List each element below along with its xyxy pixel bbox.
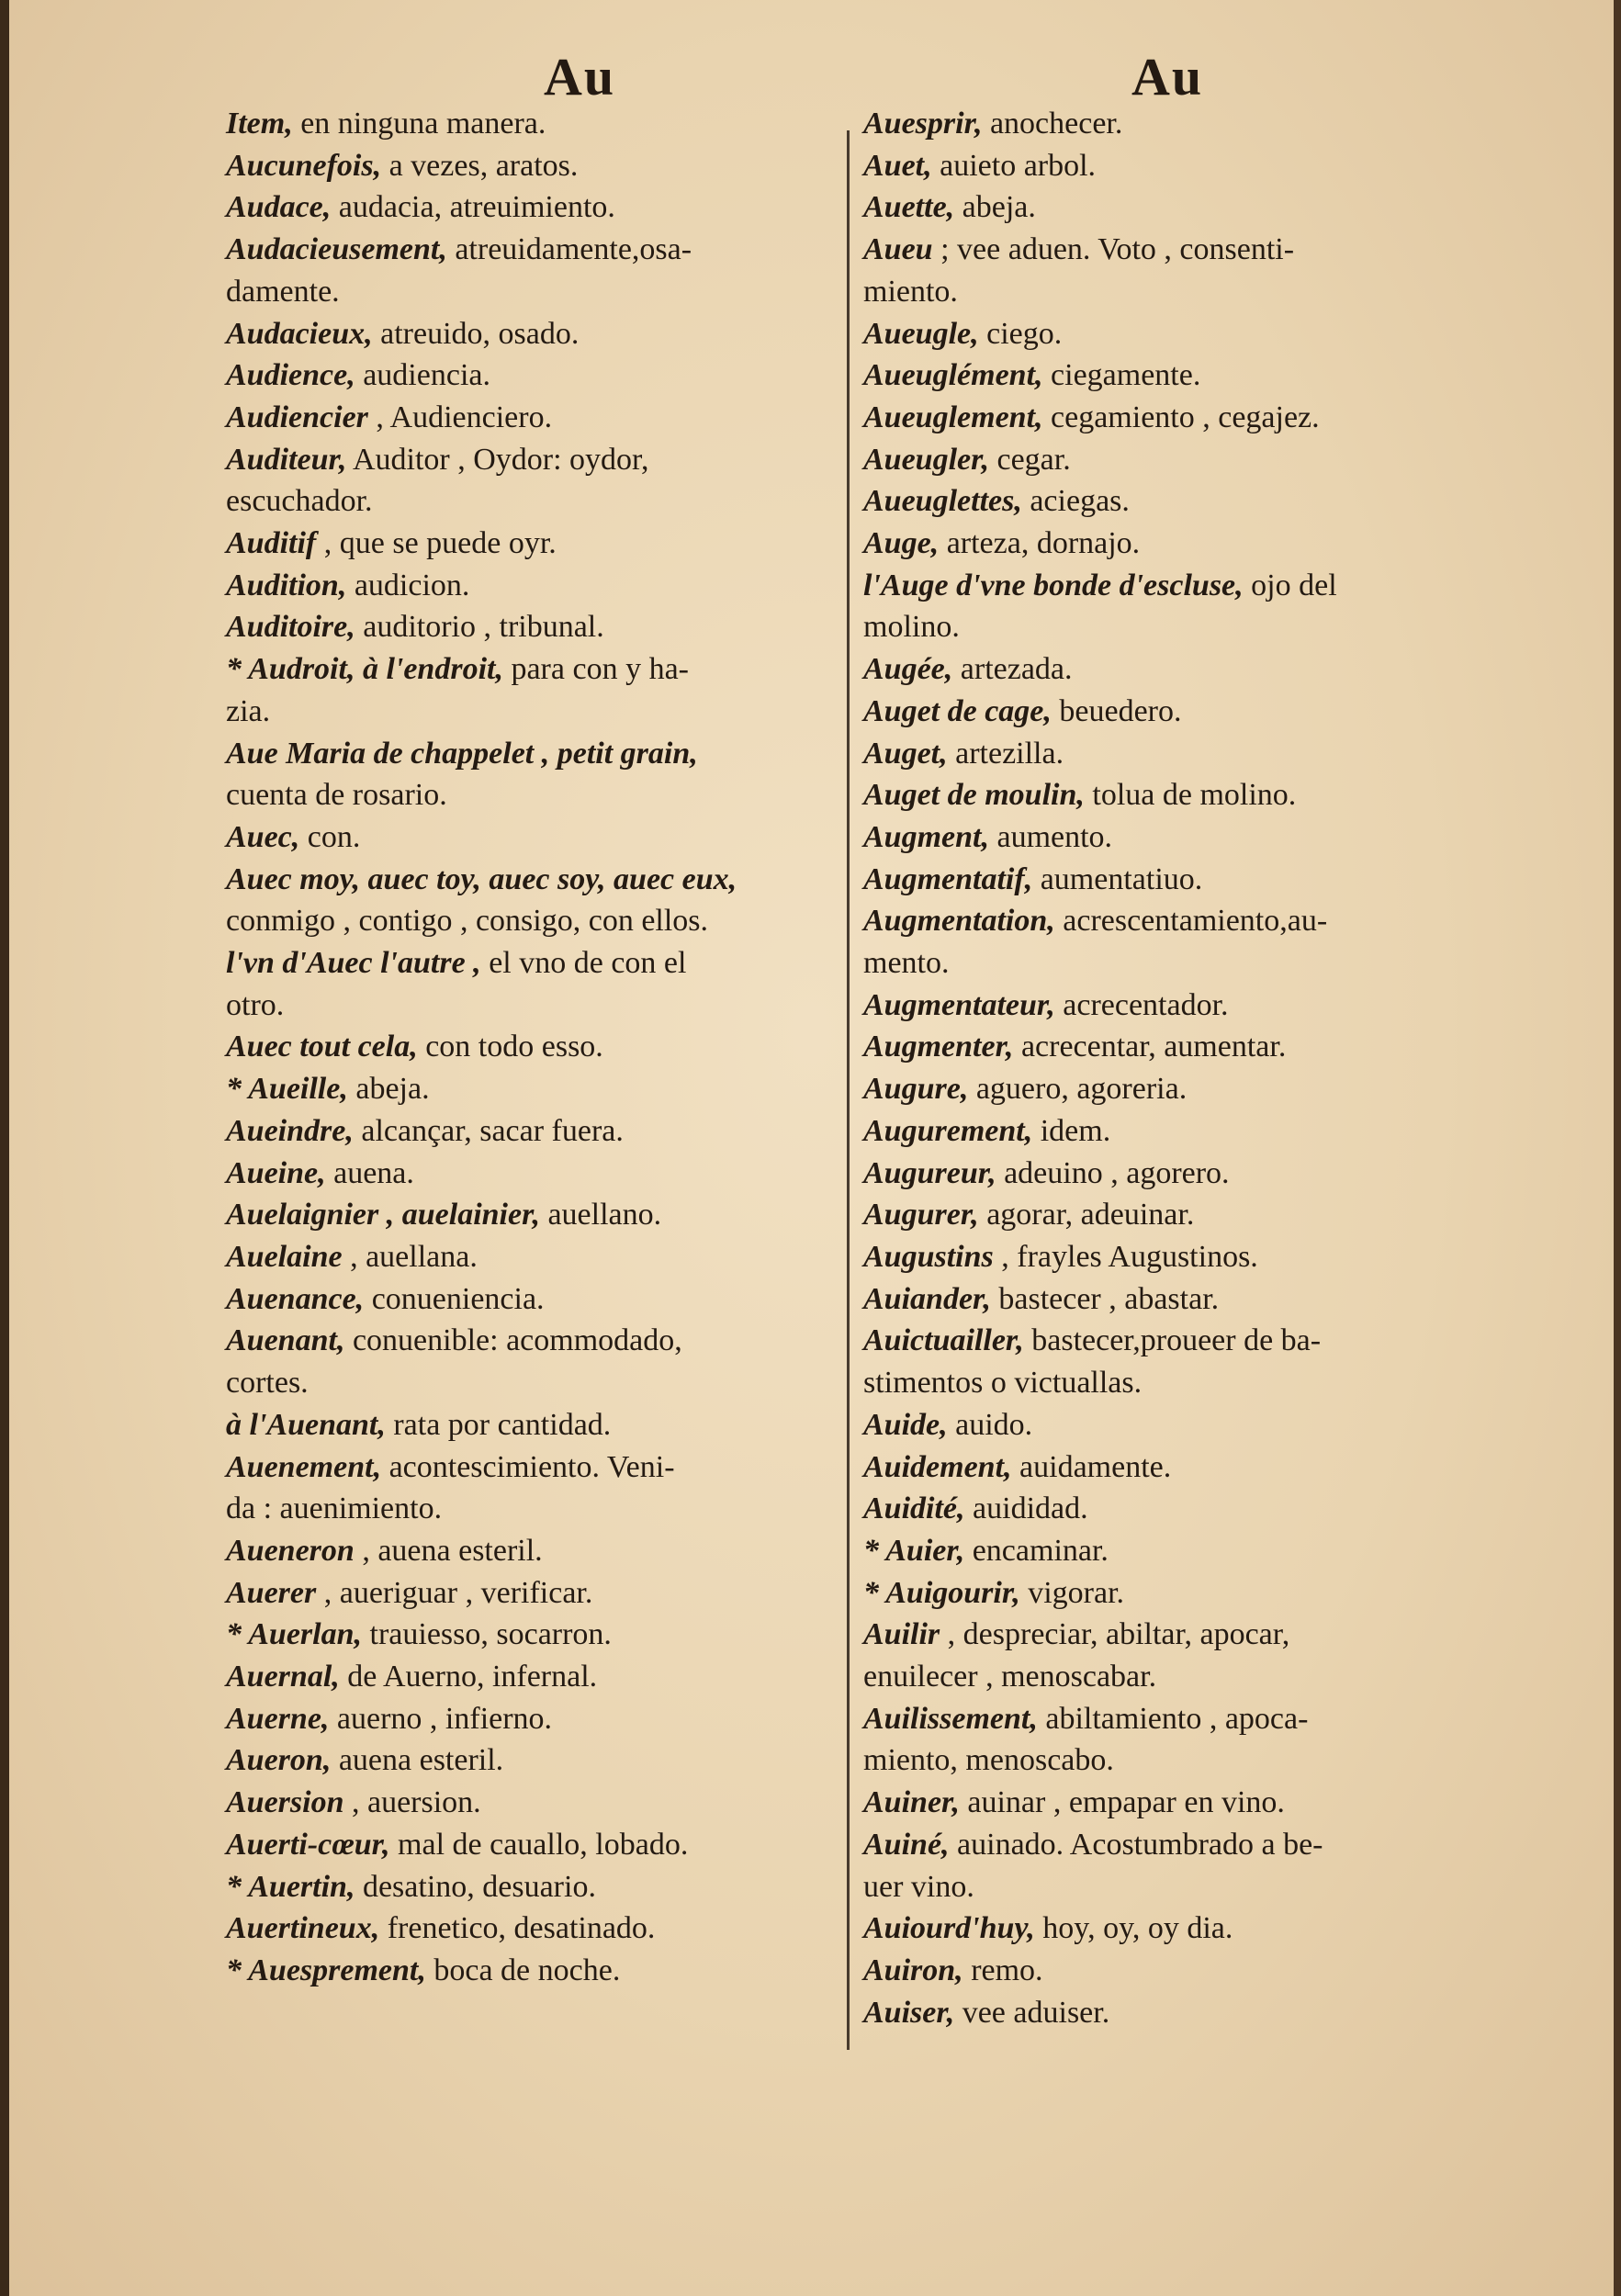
dictionary-entry <box>863 733 1469 775</box>
entry-definition: , Audienciero. <box>367 400 553 434</box>
dictionary-entry <box>226 1530 841 1572</box>
entry-headword: l'vn d'Auec l'autre , <box>226 946 481 981</box>
entry-headword: Auelaignier , auelainier, <box>226 1198 540 1232</box>
entry-continuation: molino. <box>863 610 960 645</box>
entry-definition: arteza, dornajo. <box>939 526 1141 561</box>
entry-definition: auido. <box>947 1407 1033 1442</box>
entry-definition: trauiesso, socarron. <box>362 1617 612 1652</box>
entry-headword: Augurement, <box>863 1113 1033 1148</box>
page-edge-left <box>0 0 9 2296</box>
dictionary-entry <box>226 1278 841 1321</box>
dictionary-entry <box>863 355 1469 397</box>
entry-definition: acrescentamiento,au- <box>1054 904 1328 939</box>
entry-headword: Auersion <box>226 1785 344 1820</box>
entry-definition: bastecer,proueer de ba- <box>1023 1323 1322 1358</box>
entry-headword: * Auertin, <box>226 1869 355 1904</box>
dictionary-entry <box>863 523 1469 565</box>
entry-definition: abeja. <box>347 1072 430 1107</box>
entry-definition: audicion. <box>346 568 470 602</box>
entry-headword: Aueuglement, <box>863 400 1043 434</box>
entry-headword: à l'Auenant, <box>226 1407 386 1442</box>
dictionary-entry <box>863 985 1469 1027</box>
entry-definition: auidamente. <box>1011 1449 1172 1484</box>
entry-headword: Augée, <box>863 652 953 687</box>
entry-continuation: zia. <box>226 693 271 728</box>
dictionary-entry <box>863 1153 1469 1195</box>
entry-headword: * Auesprement, <box>226 1953 426 1987</box>
dictionary-entry <box>226 1153 841 1195</box>
dictionary-entry <box>863 1320 1469 1403</box>
entry-definition: alcançar, sacar fuera. <box>353 1113 624 1148</box>
dictionary-entry <box>863 1194 1469 1236</box>
dictionary-entry <box>863 439 1469 481</box>
entry-headword: Item, <box>226 107 293 141</box>
entry-headword: Augure, <box>863 1072 969 1107</box>
entry-definition: audiencia. <box>355 358 490 393</box>
dictionary-entry <box>863 1950 1469 1992</box>
entry-headword: Audace, <box>226 190 332 225</box>
dictionary-entry <box>226 1446 841 1530</box>
entry-definition: remo. <box>962 1953 1043 1987</box>
entry-headword: Auerti-cœur, <box>226 1827 390 1862</box>
entry-headword: * Auerlan, <box>226 1617 363 1652</box>
entry-headword: Augmentateur, <box>863 987 1055 1022</box>
dictionary-entry <box>863 1824 1469 1908</box>
entry-definition: encaminar. <box>964 1533 1109 1568</box>
entry-headword: Auditif <box>226 526 317 561</box>
entry-definition: beuedero. <box>1051 693 1182 728</box>
dictionary-entry <box>226 1950 841 1992</box>
entry-continuation: damente. <box>226 274 340 309</box>
dictionary-entry <box>863 1068 1469 1110</box>
entry-headword: Auette, <box>863 190 955 225</box>
dictionary-entry <box>863 229 1469 312</box>
dictionary-entry <box>226 648 841 732</box>
entry-headword: Audacieux, <box>226 316 373 351</box>
entry-continuation: miento. <box>863 274 958 309</box>
entry-definition: , frayles Augustinos. <box>993 1239 1258 1274</box>
page-edge-right <box>1614 0 1621 2296</box>
dictionary-entry <box>226 1908 841 1950</box>
entry-headword: Augmentation, <box>863 904 1055 939</box>
entry-headword: Aueuglettes, <box>863 484 1022 519</box>
entry-definition: anochecer. <box>982 107 1123 141</box>
entry-definition: tolua de molino. <box>1084 778 1297 813</box>
entry-headword: Auesprir, <box>863 107 983 141</box>
entry-definition: hoy, oy, oy dia. <box>1034 1911 1233 1946</box>
entry-headword: Audition, <box>226 568 347 602</box>
dictionary-entry <box>863 691 1469 733</box>
entry-definition: audacia, atreuimiento. <box>331 190 615 225</box>
entry-definition: auena. <box>325 1155 414 1190</box>
entry-definition: idem. <box>1032 1113 1111 1148</box>
entry-headword: Auditeur, <box>226 442 347 477</box>
dictionary-entry <box>226 942 841 1026</box>
dictionary-entry <box>863 1236 1469 1278</box>
dictionary-entry <box>226 565 841 607</box>
dictionary-entry <box>863 900 1469 984</box>
entry-definition: , aueriguar , verificar. <box>316 1575 593 1610</box>
entry-headword: Augurer, <box>863 1198 979 1232</box>
entry-headword: Aueugler, <box>863 442 989 477</box>
entry-headword: Auditoire, <box>226 610 355 645</box>
entry-headword: Augment, <box>863 819 989 854</box>
entry-definition: auditorio , tribunal. <box>355 610 604 645</box>
entry-definition: cegamiento , cegajez. <box>1042 400 1320 434</box>
entry-definition: ciegamente. <box>1042 358 1201 393</box>
entry-definition: boca de noche. <box>425 1953 621 1987</box>
entry-headword: Audacieusement, <box>226 232 447 267</box>
dictionary-entry <box>863 103 1469 145</box>
entry-definition: auinar , empapar en vino. <box>959 1785 1285 1820</box>
entry-definition: abiltamiento , apoca- <box>1037 1701 1309 1736</box>
dictionary-entry <box>226 523 841 565</box>
entry-definition: , auellana. <box>342 1239 478 1274</box>
dictionary-entry <box>226 397 841 439</box>
entry-continuation: conmigo , contigo , consigo, con ellos. <box>226 904 709 939</box>
dictionary-entry <box>863 565 1469 648</box>
dictionary-entry <box>226 1404 841 1446</box>
entry-headword: Auec tout cela, <box>226 1030 418 1064</box>
entry-definition: atreuido, osado. <box>372 316 580 351</box>
entry-headword: Auenant, <box>226 1323 345 1358</box>
entry-definition: ciego. <box>978 316 1063 351</box>
dictionary-entry <box>863 313 1469 355</box>
entry-continuation: cuenta de rosario. <box>226 778 447 813</box>
entry-definition: auinado. Acostumbrado a be- <box>949 1827 1323 1862</box>
entry-headword: Aueine, <box>226 1155 326 1190</box>
dictionary-entry <box>863 1908 1469 1950</box>
entry-headword: Auet, <box>863 148 932 183</box>
dictionary-entry <box>863 1446 1469 1489</box>
entry-headword: Auidité, <box>863 1491 965 1526</box>
entry-headword: Auget de cage, <box>863 693 1052 728</box>
entry-definition: acontescimiento. Veni- <box>381 1449 675 1484</box>
left-column <box>226 103 841 1992</box>
entry-headword: Auide, <box>863 1407 948 1442</box>
entry-headword: * Auier, <box>863 1533 965 1568</box>
dictionary-entry <box>226 355 841 397</box>
entry-definition: para con y ha- <box>502 652 689 687</box>
dictionary-entry <box>226 1320 841 1403</box>
dictionary-entry <box>863 1530 1469 1572</box>
entry-headword: Audience, <box>226 358 355 393</box>
dictionary-entry <box>863 1278 1469 1321</box>
entry-headword: * Auigourir, <box>863 1575 1020 1610</box>
entry-definition: auididad. <box>964 1491 1088 1526</box>
entry-headword: Auiner, <box>863 1785 960 1820</box>
entry-continuation: escuchador. <box>226 484 373 519</box>
entry-headword: Aueindre, <box>226 1113 354 1148</box>
entry-definition: con. <box>299 819 361 854</box>
dictionary-entry <box>226 1194 841 1236</box>
column-divider <box>847 130 850 2050</box>
entry-headword: Aueugle, <box>863 316 979 351</box>
entry-headword: Augmentatif, <box>863 861 1033 896</box>
dictionary-entry <box>226 1782 841 1824</box>
dictionary-entry <box>226 1656 841 1698</box>
dictionary-entry <box>226 229 841 312</box>
dictionary-entry <box>863 859 1469 901</box>
entry-definition: auena esteril. <box>331 1743 504 1778</box>
entry-definition: artezada. <box>952 652 1073 687</box>
dictionary-entry <box>226 1824 841 1866</box>
dictionary-entry <box>226 313 841 355</box>
entry-headword: * Aueille, <box>226 1072 348 1107</box>
entry-definition: acrecentar, aumentar. <box>1013 1030 1287 1064</box>
entry-definition: abeja. <box>954 190 1036 225</box>
entry-headword: Auenement, <box>226 1449 382 1484</box>
entry-headword: Auerne, <box>226 1701 330 1736</box>
entry-definition: desatino, desuario. <box>355 1869 596 1904</box>
dictionary-entry <box>863 1110 1469 1153</box>
dictionary-entry <box>226 1068 841 1110</box>
entry-definition: ojo del <box>1243 568 1337 602</box>
dictionary-entry <box>863 480 1469 523</box>
entry-headword: Auerer <box>226 1575 317 1610</box>
entry-definition: con todo esso. <box>417 1030 603 1064</box>
dictionary-entry <box>226 1698 841 1740</box>
entry-headword: Auilir <box>863 1617 940 1652</box>
dictionary-entry <box>226 186 841 229</box>
dictionary-entry <box>226 606 841 648</box>
entry-headword: Auec, <box>226 819 300 854</box>
dictionary-entry <box>863 1404 1469 1446</box>
entry-definition: vee aduiser. <box>954 1995 1110 2030</box>
dictionary-entry <box>863 774 1469 816</box>
dictionary-entry <box>863 186 1469 229</box>
entry-continuation: miento, menoscabo. <box>863 1743 1114 1778</box>
dictionary-entry <box>863 1698 1469 1782</box>
entry-headword: Auget, <box>863 736 948 771</box>
entry-definition: cegar. <box>988 442 1071 477</box>
entry-definition: , que se puede oyr. <box>316 526 557 561</box>
entry-continuation: da : auenimiento. <box>226 1491 443 1526</box>
entry-headword: Auidement, <box>863 1449 1012 1484</box>
entry-definition: conueniencia. <box>364 1281 545 1316</box>
entry-headword: Auiourd'huy, <box>863 1911 1035 1946</box>
entry-definition: bastecer , abastar. <box>990 1281 1220 1316</box>
entry-headword: Auictuailler, <box>863 1323 1024 1358</box>
entry-definition: auieto arbol. <box>931 148 1097 183</box>
entry-definition: vigorar. <box>1019 1575 1125 1610</box>
entry-headword: Aueuglément, <box>863 358 1043 393</box>
dictionary-entry <box>226 439 841 523</box>
entry-headword: Augureur, <box>863 1155 996 1190</box>
entry-definition: aguero, agoreria. <box>968 1072 1188 1107</box>
dictionary-entry <box>863 1782 1469 1824</box>
dictionary-entry <box>226 816 841 859</box>
entry-definition: a vezes, aratos. <box>381 148 579 183</box>
entry-continuation: mento. <box>863 946 950 981</box>
entry-headword: Audiencier <box>226 400 368 434</box>
entry-definition: aciegas. <box>1021 484 1130 519</box>
entry-headword: Auilissement, <box>863 1701 1038 1736</box>
dictionary-entry <box>226 1572 841 1615</box>
entry-definition: adeuino , agorero. <box>996 1155 1230 1190</box>
entry-headword: Aueron, <box>226 1743 332 1778</box>
dictionary-entry <box>226 1110 841 1153</box>
dictionary-entry <box>226 145 841 187</box>
entry-headword: Auiné, <box>863 1827 950 1862</box>
dictionary-entry <box>226 859 841 942</box>
dictionary-entry <box>226 103 841 145</box>
entry-headword: Auec moy, auec toy, auec soy, auec eux, <box>226 861 737 896</box>
running-head-left: Au <box>544 47 616 107</box>
entry-headword: Aueneron <box>226 1533 355 1568</box>
entry-headword: * Audroit, à l'endroit, <box>226 652 503 687</box>
dictionary-entry <box>863 1614 1469 1697</box>
entry-definition: frenetico, desatinado. <box>379 1911 656 1946</box>
dictionary-entry <box>863 145 1469 187</box>
entry-continuation: cortes. <box>226 1366 309 1401</box>
entry-headword: Auget de moulin, <box>863 778 1085 813</box>
right-column <box>863 103 1469 2033</box>
entry-definition: el vno de con el <box>480 946 687 981</box>
entry-definition: , despreciar, abiltar, apocar, <box>940 1617 1290 1652</box>
entry-headword: Aucunefois, <box>226 148 382 183</box>
entry-continuation: enuilecer , menoscabar. <box>863 1660 1157 1694</box>
dictionary-entry <box>226 1236 841 1278</box>
dictionary-entry <box>226 1614 841 1656</box>
dictionary-entry <box>863 648 1469 691</box>
entry-definition: en ninguna manera. <box>292 107 546 141</box>
entry-headword: Auge, <box>863 526 940 561</box>
entry-definition: ; vee aduen. Voto , consenti- <box>932 232 1295 267</box>
entry-headword: Aue Maria de chappelet , petit grain, <box>226 736 698 771</box>
entry-headword: Auiron, <box>863 1953 963 1987</box>
running-head-right: Au <box>1131 47 1204 107</box>
entry-headword: Auiander, <box>863 1281 991 1316</box>
entry-headword: Auernal, <box>226 1660 340 1694</box>
dictionary-entry <box>226 1739 841 1782</box>
entry-definition: Auditor , Oydor: oydor, <box>346 442 649 477</box>
dictionary-entry <box>226 733 841 816</box>
entry-definition: agorar, adeuinar. <box>978 1198 1195 1232</box>
entry-definition: auellano. <box>539 1198 662 1232</box>
entry-definition: acrecentador. <box>1054 987 1229 1022</box>
entry-definition: aumentatiuo. <box>1032 861 1203 896</box>
entry-continuation: otro. <box>226 987 285 1022</box>
entry-headword: Auertineux, <box>226 1911 380 1946</box>
dictionary-entry <box>863 816 1469 859</box>
dictionary-entry <box>863 397 1469 439</box>
entry-definition: atreuidamente,osa- <box>446 232 692 267</box>
entry-definition: auerno , infierno. <box>329 1701 553 1736</box>
entry-continuation: stimentos o victuallas. <box>863 1366 1143 1401</box>
entry-headword: Augmenter, <box>863 1030 1014 1064</box>
entry-headword: Auenance, <box>226 1281 365 1316</box>
entry-headword: Aueu <box>863 232 933 267</box>
entry-definition: artezilla. <box>947 736 1064 771</box>
entry-definition: conuenible: acommodado, <box>344 1323 682 1358</box>
dictionary-entry <box>863 1992 1469 2034</box>
entry-definition: , auena esteril. <box>354 1533 543 1568</box>
entry-definition: rata por cantidad. <box>385 1407 612 1442</box>
entry-continuation: uer vino. <box>863 1869 974 1904</box>
entry-headword: Augustins <box>863 1239 994 1274</box>
entry-definition: aumento. <box>988 819 1113 854</box>
entry-definition: , auersion. <box>343 1785 481 1820</box>
dictionary-entry <box>863 1572 1469 1615</box>
entry-definition: de Auerno, infernal. <box>339 1660 598 1694</box>
dictionary-entry <box>226 1026 841 1068</box>
entry-headword: Auelaine <box>226 1239 343 1274</box>
dictionary-entry <box>863 1488 1469 1530</box>
dictionary-entry <box>226 1866 841 1908</box>
entry-definition: mal de cauallo, lobado. <box>389 1827 689 1862</box>
dictionary-entry <box>863 1026 1469 1068</box>
entry-headword: l'Auge d'vne bonde d'escluse, <box>863 568 1244 602</box>
entry-headword: Auiser, <box>863 1995 955 2030</box>
